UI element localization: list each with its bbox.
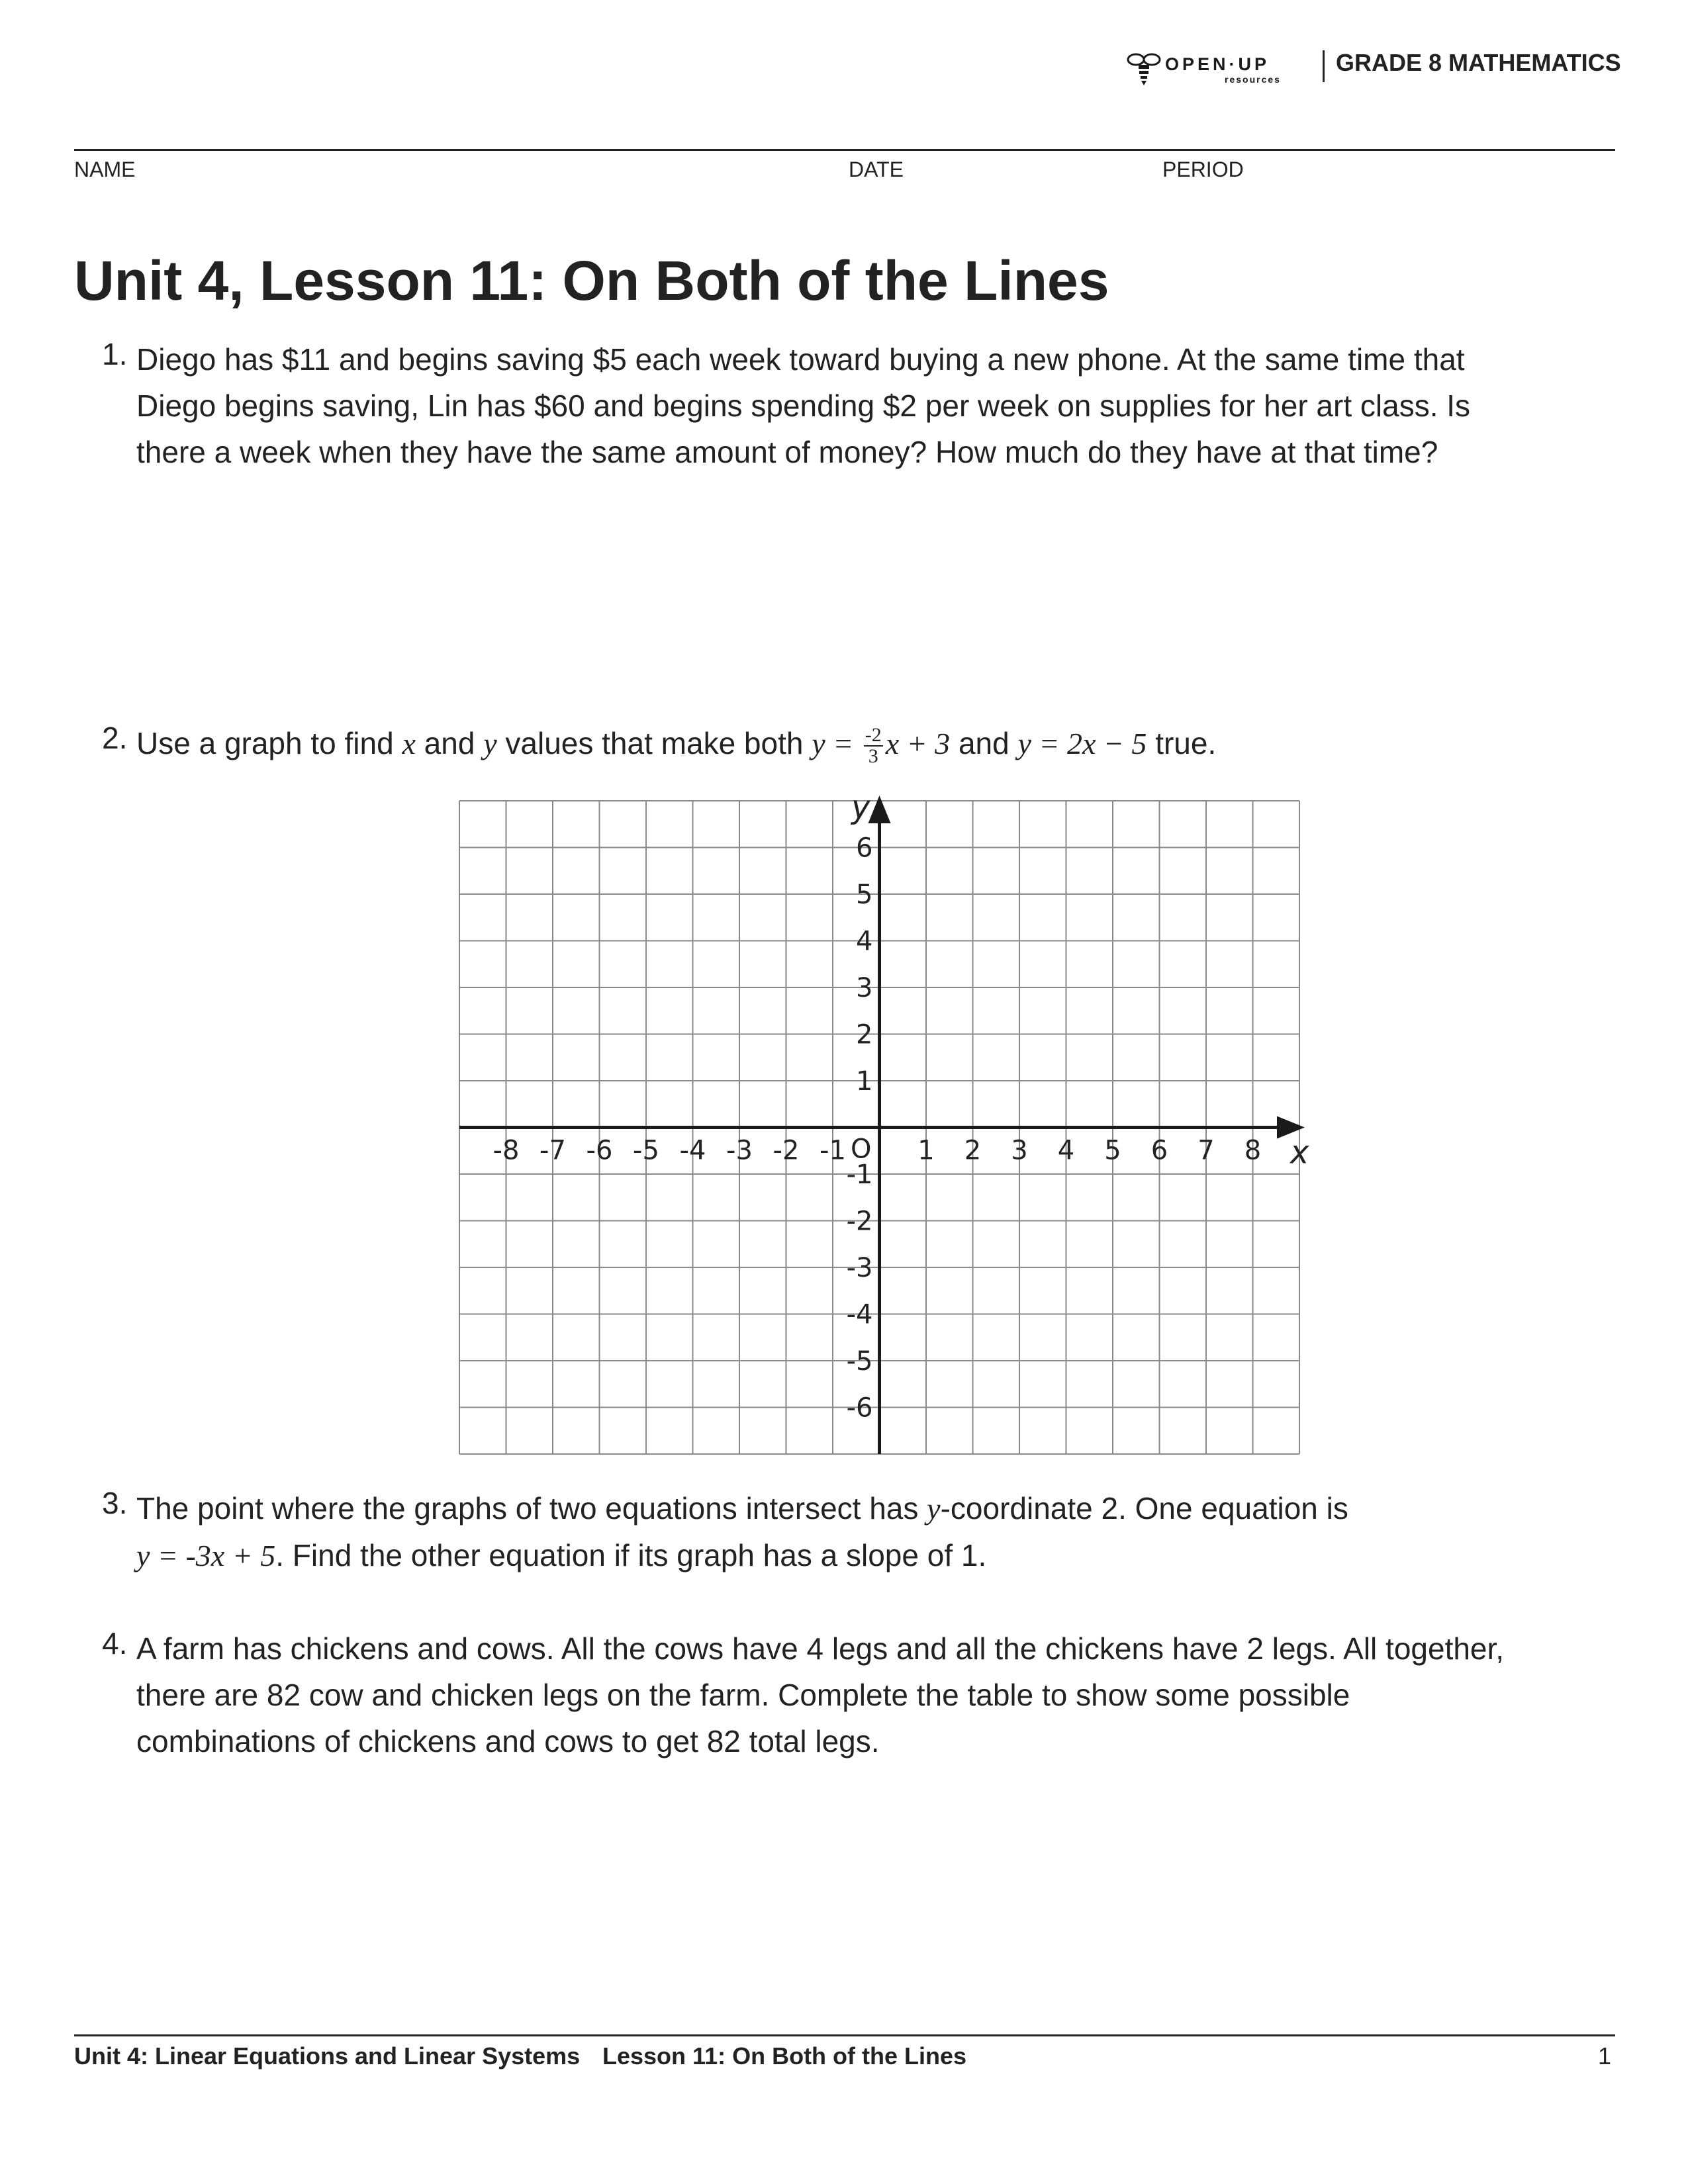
equation-1-rhs: x + 3 [885,727,951,760]
question-3-text [136,1485,1626,1579]
question-4-text [136,1625,1626,1764]
y-tick-label: 3 [856,973,873,1003]
question-2-mid: values that make both [496,726,812,760]
footer-line [74,2034,1615,2036]
equation-1-lhs: y = [812,727,861,760]
y-tick-label: -3 [846,1253,873,1283]
y-axis-label: y [851,789,870,826]
brand-wordmark: OPEN·UP [1165,54,1270,74]
question-1-line: Diego begins saving, Lin has $60 and begins spending $2 per week on supplies for her art class. Is [136,388,1471,423]
header-divider [1323,50,1325,82]
x-tick-label: -6 [586,1135,613,1166]
question-3-suffix: -coordinate 2. One equation is [940,1491,1348,1525]
origin-label: O [851,1134,872,1165]
y-tick-label: -5 [846,1346,873,1377]
x-tick-label: 2 [964,1135,982,1166]
bee-icon [1125,49,1162,86]
question-1-text [136,336,1626,475]
x-tick-label: 7 [1197,1135,1215,1166]
name-field-label: NAME [74,158,136,181]
coordinate-grid[interactable] [450,788,1309,1443]
equation-1-fraction [864,725,883,766]
fraction-numerator: -2 [865,723,882,746]
y-axis-arrow-icon [868,796,891,823]
footer-unit: Unit 4: Linear Equations and Linear Systems [74,2042,581,2070]
brand-logo [1125,48,1297,87]
y-tick-label: 6 [856,833,873,864]
x-tick-label: 6 [1150,1135,1168,1166]
x-tick-label: 3 [1011,1135,1028,1166]
page-number: 1 [1598,2042,1612,2070]
x-tick-label: 1 [917,1135,935,1166]
question-2-suffix: true. [1147,726,1217,760]
question-4-line: A farm has chickens and cows. All the cows have 4 legs and all the chickens have 2 legs. All together, [136,1631,1505,1666]
var-x: x [402,727,416,760]
y-tick-label: -4 [846,1299,873,1330]
x-tick-label: -5 [633,1135,659,1166]
question-1-number: 1. [102,337,128,371]
x-tick-label: -3 [726,1135,753,1166]
x-tick-label: 5 [1104,1135,1121,1166]
question-3-line [136,1485,1626,1532]
brand-subtitle: resources [1225,74,1281,85]
grade-label: GRADE 8 MATHEMATICS [1336,49,1621,76]
x-tick-label: -7 [539,1135,566,1166]
question-3-line [136,1532,1626,1579]
x-tick-label: 4 [1057,1135,1075,1166]
question-4-number: 4. [102,1626,128,1661]
x-tick-label: -8 [492,1135,520,1166]
question-3-ending: . Find the other equation if its graph has a slope of 1. [275,1538,987,1572]
y-tick-label: 5 [856,880,873,910]
x-tick-label: 8 [1244,1135,1262,1166]
y-tick-label: -6 [846,1392,873,1424]
x-tick-label: -2 [773,1135,800,1166]
question-4-line: combinations of chickens and cows to get 82 total legs. [136,1724,880,1758]
y-tick-label: -1 [846,1160,873,1190]
question-1-line: there a week when they have the same amount of money? How much do they have at that time? [136,435,1438,469]
name-line [74,149,1615,151]
y-tick-label: 4 [856,926,873,957]
fraction-denominator: 3 [868,745,878,767]
y-tick-label: 1 [856,1066,873,1097]
date-field-label: DATE [849,158,904,181]
question-3-prefix: The point where the graphs of two equations intersect has [136,1491,927,1525]
question-3-number: 3. [102,1486,128,1520]
page-title: Unit 4, Lesson 11: On Both of the Lines [74,250,1109,312]
question-2-prefix: Use a graph to find [136,726,402,760]
x-axis-label: x [1290,1134,1309,1171]
x-tick-label: -1 [820,1135,846,1166]
question-2-number: 2. [102,721,128,755]
question-2-and: and [415,726,484,760]
equation-given: y = -3x + 5 [136,1539,276,1572]
period-field-label: PERIOD [1162,158,1244,181]
question-1-line: Diego has $11 and begins saving $5 each week toward buying a new phone. At the same time that [136,342,1465,377]
y-tick-label: 2 [856,1019,873,1050]
y-tick-label: -2 [846,1206,873,1237]
question-4-line: there are 82 cow and chicken legs on the farm. Complete the table to show some possible [136,1678,1350,1712]
var-y: y [927,1492,941,1525]
equation-2: y = 2x − 5 [1017,727,1147,760]
question-2-text [136,720,1216,767]
var-y: y [483,727,497,760]
footer-lesson: Lesson 11: On Both of the Lines [602,2042,967,2070]
x-tick-label: -4 [679,1135,706,1166]
question-2-and: and [950,726,1018,760]
